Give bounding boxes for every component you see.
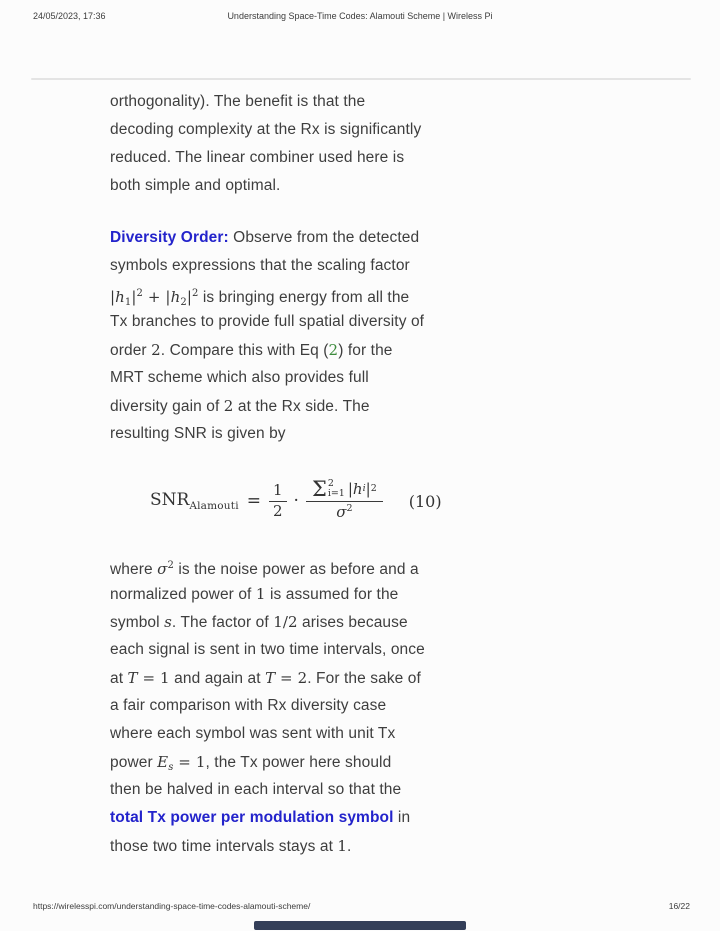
text-run: arises because [297,614,408,631]
text-run: |h [110,288,125,306]
footer-page-number: 16/22 [668,901,690,911]
eq-2-link[interactable]: 2 [328,341,339,359]
text-line [110,172,470,200]
paragraph [110,552,470,860]
text-line [110,252,470,280]
text-run: symbol [110,614,165,631]
text-run: resulting SNR is given by [110,425,286,442]
text-run: Observe from the detected [228,229,420,246]
text-line [110,308,470,336]
text-line [110,720,470,748]
text-run: both simple and optimal. [110,177,281,194]
text-run: s [168,762,174,773]
text-run: |h [165,288,181,306]
text-run: those two time intervals stays at [110,838,338,855]
text-line [110,392,470,420]
paragraph [110,88,470,200]
text-run: MRT scheme which also provides full [110,369,369,386]
text-run: . The factor of [171,614,274,631]
text-line [110,608,470,636]
text-run: orthogonality). The benefit is that the [110,93,366,110]
text-line [110,552,470,580]
text-run: 2 [167,560,174,571]
text-line [110,832,470,860]
equation-lhs: $SNR_{Alamouti}$ [150,490,239,512]
text-run: and again at [169,670,266,687]
equation-lhs-subscript: Alamouti [189,500,239,512]
text-run: E [157,753,169,771]
text-run: is the noise power as before and a [173,561,419,578]
text-run: + [143,288,166,306]
text-run: 2 [180,297,187,308]
text-run: . [347,838,352,855]
diversity-order-link[interactable]: Diversity Order: [110,229,229,246]
sum-fraction: Σ 2 i=1 |h i | 2 $\sigma^2$ [306,479,383,523]
text-run: normalized power of [110,586,256,603]
text-run: is assumed for the [265,586,399,603]
text-run: where each symbol was sent with unit Tx [110,725,396,742]
text-line [110,144,470,172]
equals-sign: = [246,491,261,511]
header-title: Understanding Space-Time Codes: Alamouti Scheme | Wireless Pi [227,11,493,21]
text-line [110,692,470,720]
text-run: 2 [151,341,161,359]
snr-equation [150,472,470,530]
text-run: reduced. The linear combiner used here is [110,149,405,166]
text-run: in [393,809,411,826]
text-run: . For the sake of [307,670,421,687]
text-run: is bringing energy from all the [198,289,410,306]
text-run: Tx branches to provide full spatial diversity of [110,313,425,330]
text-run: = 2 [275,669,308,687]
text-run: | [131,288,137,306]
text-run: , the Tx power here should [205,754,392,771]
text-line [110,636,470,664]
text-line [110,280,470,308]
article-body [110,88,470,884]
text-line [110,224,470,252]
text-line [110,336,470,364]
text-run: ) for the [338,342,393,359]
text-run: s [164,613,172,631]
text-run: decoding complexity at the Rx is significantly [110,121,422,138]
header-divider [31,78,691,80]
text-line [110,364,470,392]
summation-symbol: Σ 2 i=1 [311,477,345,502]
text-run: 1 [124,297,132,308]
paragraph-diversity-order [110,224,470,448]
text-run: | [186,288,192,306]
text-run: then be halved in each interval so that the [110,781,402,798]
text-run: 2 [191,288,199,299]
text-line [110,776,470,804]
equation-number: (10) [408,491,442,511]
text-run: power [110,754,158,771]
text-line [110,664,470,692]
text-run: order [110,342,152,359]
cdot-operator: · [293,491,299,511]
text-line [110,804,470,832]
text-run: each signal is sent in two time intervals, once [110,641,425,658]
text-run: 2 [136,288,144,299]
total-tx-power-link[interactable]: total Tx power per modulation symbol [110,809,394,826]
footer-url: https://wirelesspi.com/understanding-space-time-codes-alamouti-scheme/ [33,901,311,911]
bottom-bar [254,921,466,930]
text-run: symbols expressions that the scaling factor [110,257,410,274]
text-run: 1 [255,585,266,603]
text-line [110,420,470,448]
text-run: 1/2 [273,613,298,631]
text-run: at [110,670,128,687]
text-run: = 1 [137,669,170,687]
text-run: = 1 [173,753,206,771]
text-run: σ [157,560,168,578]
text-run: 2 [223,397,234,415]
text-run: . Compare this with Eq ( [160,342,329,359]
text-line [110,116,470,144]
text-line [110,748,470,776]
text-run: T [265,669,276,687]
text-line [110,580,470,608]
text-run: T [127,669,138,687]
text-run: 1 [337,837,348,855]
header-datetime: 24/05/2023, 17:36 [33,11,106,21]
text-run: a fair comparison with Rx diversity case [110,697,387,714]
one-half-fraction: $\frac{1}{2}$ [269,482,287,520]
text-run: diversity gain of [110,398,224,415]
text-run: where [110,561,158,578]
text-run: at the Rx side. The [233,398,370,415]
text-line [110,88,470,116]
